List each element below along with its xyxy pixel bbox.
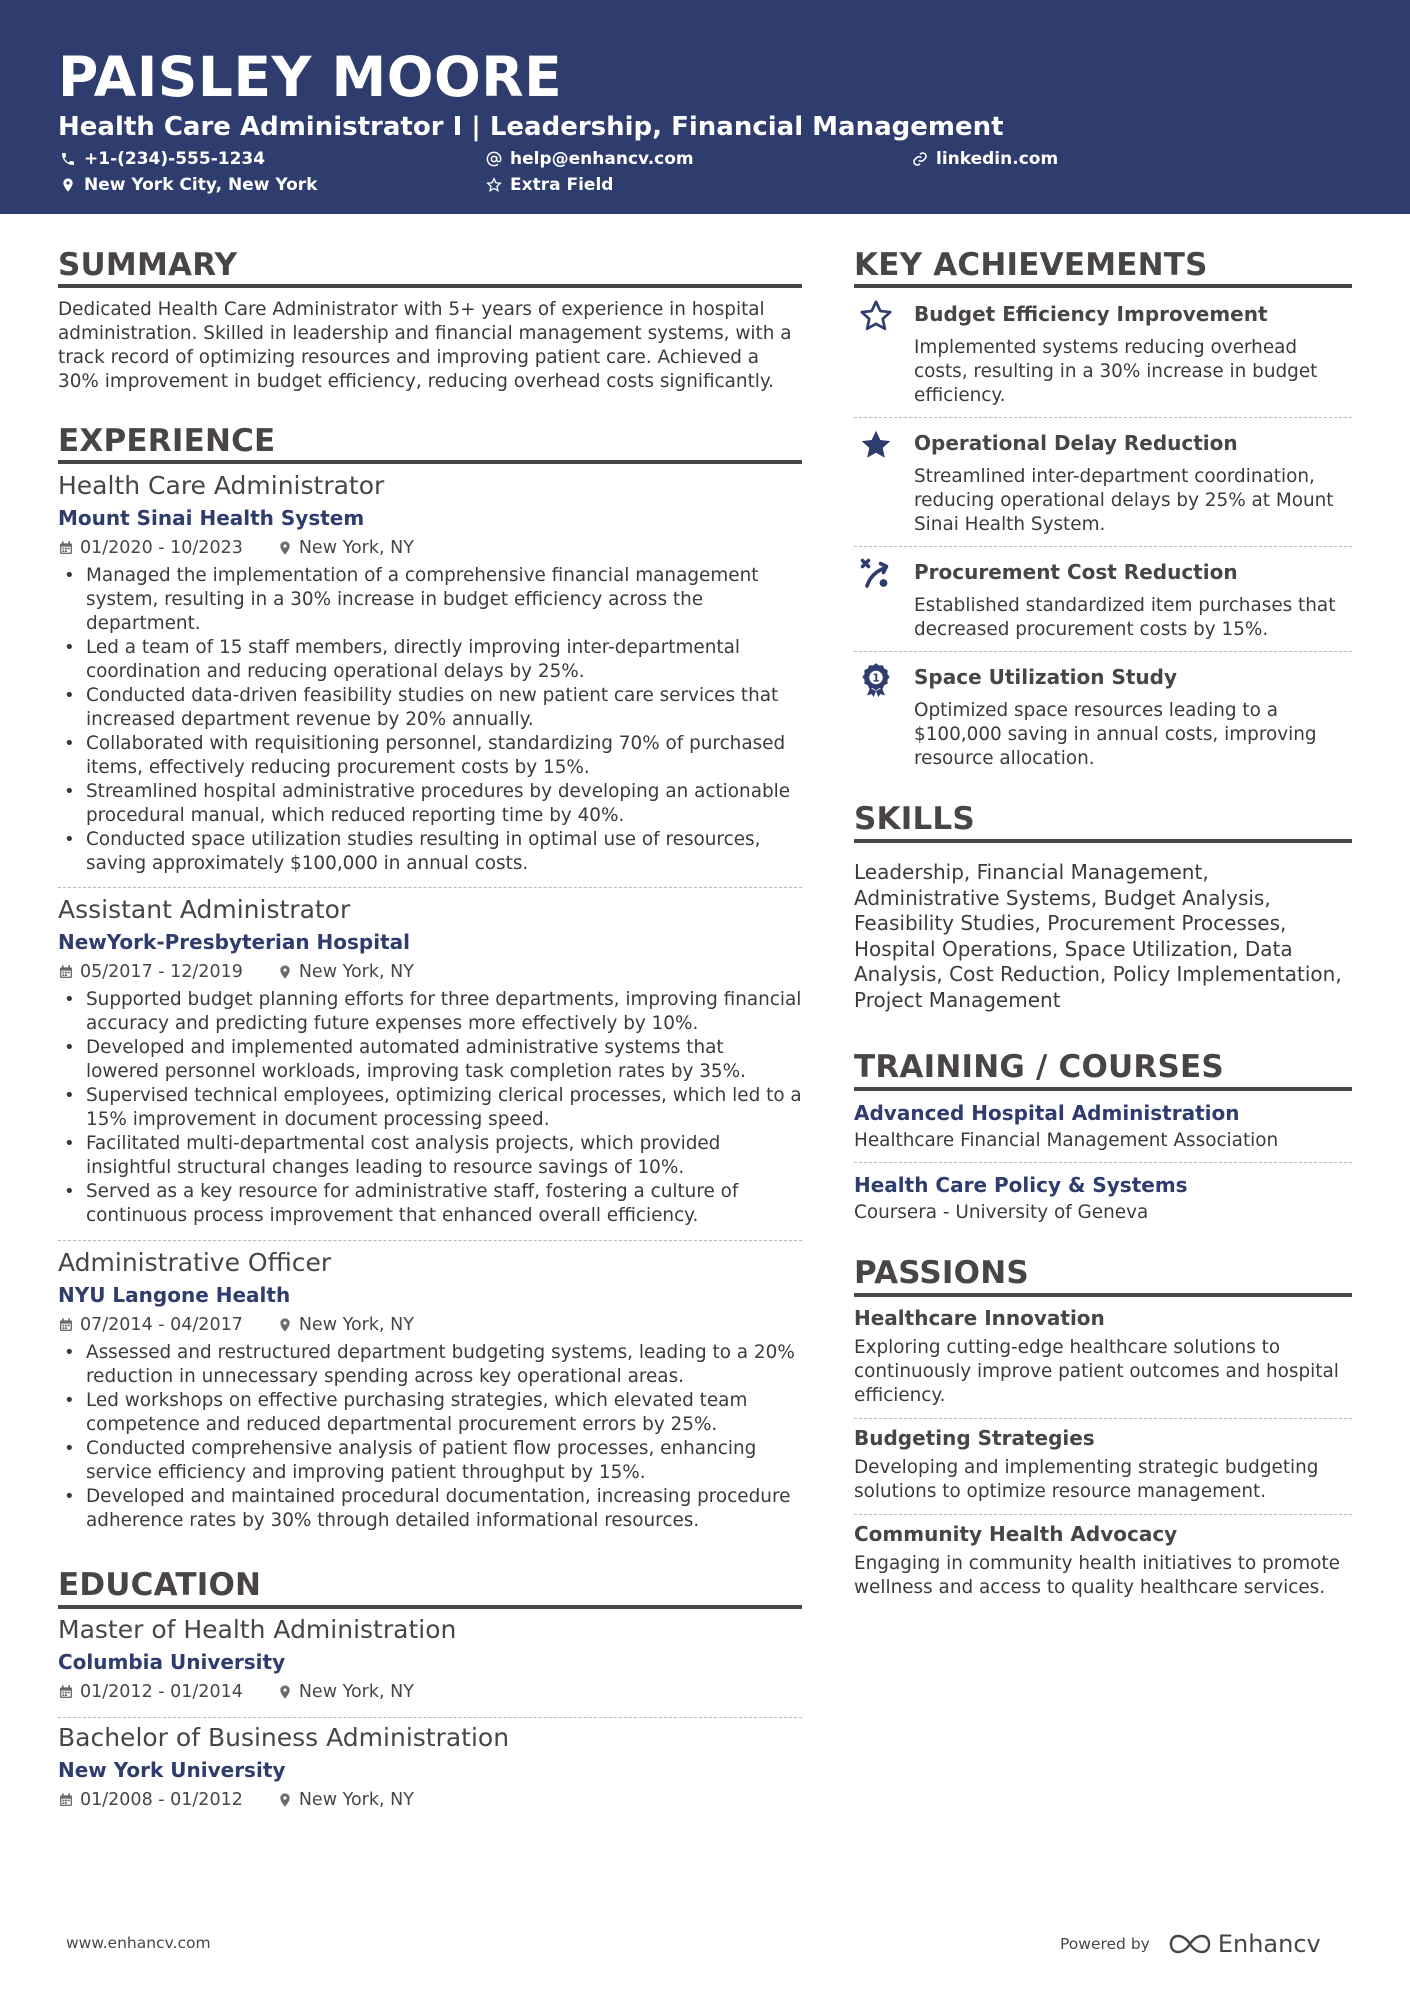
- candidate-name: PAISLEY MOORE: [58, 45, 563, 109]
- achievement-desc: Optimized space resources leading to a $100,000 saving in annual costs, improving resource allocation.: [914, 700, 1317, 769]
- bullet-item: • Supervised technical employees, optimizing clerical processes, which led to a 15% improvement in document processing speed.: [58, 1084, 802, 1132]
- bullet-item: • Collaborated with requisitioning personnel, standardizing 70% of purchased items, effectively reducing procurement costs by 15%.: [58, 732, 802, 780]
- contact-extra: [486, 174, 613, 196]
- education-dates: 01/2012 - 01/2014: [80, 1682, 243, 1702]
- skills-rule: [854, 839, 1352, 843]
- bullet-item: • Conducted data-driven feasibility studies on new patient care services that increased department revenue by 20% annually.: [58, 684, 802, 732]
- link-icon: [912, 151, 928, 167]
- strategy-icon: [858, 556, 894, 592]
- phone-text: +1-(234)-555-1234: [84, 149, 266, 169]
- job-location: New York, NY: [298, 1315, 414, 1335]
- job-company[interactable]: Mount Sinai Health System: [58, 506, 365, 530]
- achievement-item: [854, 659, 1352, 777]
- experience-heading: EXPERIENCE: [58, 423, 276, 459]
- contact-phone[interactable]: [60, 148, 265, 170]
- course-item: [854, 1099, 1352, 1153]
- location-pin-icon: [277, 1684, 293, 1700]
- degree-title: Bachelor of Business Administration: [58, 1723, 510, 1752]
- course-provider: Coursera - University of Geneva: [854, 1202, 1149, 1223]
- training-rule: [854, 1087, 1352, 1091]
- email-text: help@enhancv.com: [510, 149, 694, 169]
- summary-rule: [58, 284, 802, 288]
- summary-heading: SUMMARY: [58, 247, 238, 283]
- achievement-title: Budget Efficiency Improvement: [914, 302, 1268, 326]
- job-location: New York, NY: [298, 962, 414, 982]
- job-meta: [58, 536, 802, 560]
- contact-email[interactable]: [486, 148, 694, 170]
- degree-title: Master of Health Administration: [58, 1615, 457, 1644]
- experience-job: [58, 894, 802, 1228]
- infinity-logo-icon: [1168, 1932, 1212, 1956]
- bullet-item: • Led a team of 15 staff members, directly improving inter-departmental coordination and reducing operational delays by 25%.: [58, 636, 802, 684]
- calendar-icon: [58, 540, 74, 556]
- passion-item: [854, 1424, 1352, 1504]
- bullet-item: • Developed and implemented automated administrative systems that lowered personnel workloads, improving task completion rates by 35%.: [58, 1036, 802, 1084]
- job-bullets: [58, 1341, 802, 1533]
- calendar-icon: [58, 964, 74, 980]
- location-pin-icon: [277, 964, 293, 980]
- brand-name: Enhancv: [1217, 1930, 1321, 1958]
- bullet-item: • Led workshops on effective purchasing strategies, which elevated team competence and reduced departmental procurement errors by 25%.: [58, 1389, 802, 1437]
- achievement-title: Operational Delay Reduction: [914, 431, 1238, 455]
- education-location: New York, NY: [298, 1790, 414, 1810]
- job-bullets: [58, 988, 802, 1228]
- school-name[interactable]: New York University: [58, 1758, 286, 1782]
- brand-logo[interactable]: [1168, 1930, 1321, 1958]
- passions-heading: PASSIONS: [854, 1255, 1029, 1291]
- job-role: Administrative Officer: [58, 1248, 332, 1277]
- job-dates: 07/2014 - 04/2017: [80, 1315, 243, 1335]
- experience-job: [58, 1247, 802, 1533]
- achievement-title: Space Utilization Study: [914, 665, 1178, 689]
- bullet-item: • Conducted comprehensive analysis of patient flow processes, enhancing service efficiency and improving patient throughput by 15%.: [58, 1437, 802, 1485]
- linkedin-text: linkedin.com: [936, 149, 1059, 169]
- powered-by-label: Powered by: [1060, 1935, 1150, 1953]
- bullet-item: • Supported budget planning efforts for three departments, improving financial accuracy and predicting future expenses more effectively by 10%.: [58, 988, 802, 1036]
- divider: [854, 417, 1352, 418]
- education-item: [58, 1722, 802, 1812]
- divider: [58, 1717, 802, 1718]
- course-title[interactable]: Advanced Hospital Administration: [854, 1101, 1240, 1125]
- at-sign-icon: [486, 151, 502, 167]
- achievement-desc: Streamlined inter-department coordination, reducing operational delays by 25% at Mount Sinai Health System.: [914, 466, 1334, 535]
- job-dates: 01/2020 - 10/2023: [80, 538, 243, 558]
- passion-item: [854, 1520, 1352, 1600]
- divider: [58, 1240, 802, 1241]
- contact-location: [60, 174, 317, 196]
- extra-text: Extra Field: [510, 175, 614, 195]
- school-name[interactable]: Columbia University: [58, 1650, 286, 1674]
- phone-icon: [60, 151, 76, 167]
- course-title[interactable]: Health Care Policy & Systems: [854, 1173, 1188, 1197]
- location-pin-icon: [277, 1317, 293, 1333]
- course-provider: Healthcare Financial Management Association: [854, 1130, 1279, 1151]
- divider: [854, 1514, 1352, 1515]
- job-company[interactable]: NYU Langone Health: [58, 1283, 291, 1307]
- passion-title: Healthcare Innovation: [854, 1306, 1105, 1330]
- achievements-rule: [854, 284, 1352, 288]
- achievement-item: [854, 296, 1352, 416]
- education-rule: [58, 1605, 802, 1609]
- location-pin-icon: [60, 177, 76, 193]
- training-heading: TRAINING / COURSES: [854, 1049, 1224, 1085]
- education-dates: 01/2008 - 01/2012: [80, 1790, 243, 1810]
- contact-linkedin[interactable]: [912, 148, 1058, 170]
- bullet-item: • Developed and maintained procedural documentation, increasing procedure adherence rates by 30% through detailed informational resources.: [58, 1485, 802, 1533]
- divider: [854, 651, 1352, 652]
- achievements-heading: KEY ACHIEVEMENTS: [854, 247, 1208, 283]
- calendar-icon: [58, 1684, 74, 1700]
- achievement-desc: Established standardized item purchases that decreased procurement costs by 15%.: [914, 595, 1336, 640]
- job-meta: [58, 960, 802, 984]
- education-heading: EDUCATION: [58, 1567, 262, 1603]
- education-meta: [58, 1788, 802, 1812]
- passions-rule: [854, 1293, 1352, 1297]
- bullet-item: • Conducted space utilization studies resulting in optimal use of resources, saving approximately $100,000 in annual costs.: [58, 828, 802, 876]
- passion-title: Community Health Advocacy: [854, 1522, 1178, 1546]
- job-bullets: [58, 564, 802, 876]
- bullet-item: • Facilitated multi-departmental cost analysis projects, which provided insightful structural changes leading to resource savings of 10%.: [58, 1132, 802, 1180]
- bullet-item: • Assessed and restructured department budgeting systems, leading to a 20% reduction in unnecessary spending across key operational areas.: [58, 1341, 802, 1389]
- experience-rule: [58, 460, 802, 464]
- location-pin-icon: [277, 1792, 293, 1808]
- job-location: New York, NY: [298, 538, 414, 558]
- candidate-headline: Health Care Administrator I | Leadership, Financial Management: [58, 112, 1004, 142]
- achievement-item: [854, 425, 1352, 543]
- achievement-title: Procurement Cost Reduction: [914, 560, 1238, 584]
- bullet-item: • Served as a key resource for administrative staff, fostering a culture of continuous process improvement that enhanced overall efficiency.: [58, 1180, 802, 1228]
- footer-website[interactable]: www.enhancv.com: [66, 1934, 211, 1952]
- bullet-item: • Streamlined hospital administrative procedures by developing an actionable procedural manual, which reduced reporting time by 40%.: [58, 780, 802, 828]
- svg-text:1: 1: [872, 672, 880, 685]
- skills-text: Leadership, Financial Management, Administrative Systems, Budget Analysis, Feasibility Studies, Procurement Processes, Hospital Operations, Space Utilization, Data Analysis, Cost Reduction, Policy Implementation, Project Management: [854, 860, 1342, 1012]
- star-icon: [486, 177, 502, 193]
- achievement-item: [854, 554, 1352, 648]
- passion-item: [854, 1304, 1352, 1408]
- job-meta: [58, 1313, 802, 1337]
- education-item: [58, 1614, 802, 1704]
- passion-title: Budgeting Strategies: [854, 1426, 1095, 1450]
- job-company[interactable]: NewYork-Presbyterian Hospital: [58, 930, 410, 954]
- passion-desc: Engaging in community health initiatives to promote wellness and access to quality healthcare services.: [854, 1553, 1340, 1598]
- location-pin-icon: [277, 540, 293, 556]
- experience-job: [58, 470, 802, 876]
- education-location: New York, NY: [298, 1682, 414, 1702]
- passion-desc: Exploring cutting-edge healthcare solutions to continuously improve patient outcomes and hospital efficiency.: [854, 1337, 1339, 1406]
- divider: [58, 887, 802, 888]
- calendar-icon: [58, 1317, 74, 1333]
- skills-heading: SKILLS: [854, 801, 975, 837]
- star-filled-icon: [858, 427, 894, 463]
- divider: [854, 1418, 1352, 1419]
- award-ribbon-icon: [858, 661, 894, 697]
- job-role: Assistant Administrator: [58, 895, 351, 924]
- bullet-item: • Managed the implementation of a comprehensive financial management system, resulting in a 30% increase in budget efficiency across the department.: [58, 564, 802, 636]
- resume-header: [0, 0, 1410, 214]
- divider: [854, 546, 1352, 547]
- job-role: Health Care Administrator: [58, 471, 385, 500]
- passion-desc: Developing and implementing strategic budgeting solutions to optimize resource management.: [854, 1457, 1319, 1502]
- course-item: [854, 1171, 1352, 1225]
- summary-text: Dedicated Health Care Administrator with 5+ years of experience in hospital administration. Skilled in leadership and financial management systems, with a track record of optimizing resources and improving patient care. Achieved a 30% improvement in budget efficiency, reducing overhead costs significantly.: [58, 299, 792, 392]
- education-meta: [58, 1680, 802, 1704]
- calendar-icon: [58, 1792, 74, 1808]
- star-outline-icon: [858, 298, 894, 334]
- footer-branding: [1060, 1930, 1321, 1958]
- location-text: New York City, New York: [84, 175, 318, 195]
- achievement-desc: Implemented systems reducing overhead costs, resulting in a 30% increase in budget efficiency.: [914, 337, 1318, 406]
- job-dates: 05/2017 - 12/2019: [80, 962, 243, 982]
- divider: [854, 1162, 1352, 1163]
